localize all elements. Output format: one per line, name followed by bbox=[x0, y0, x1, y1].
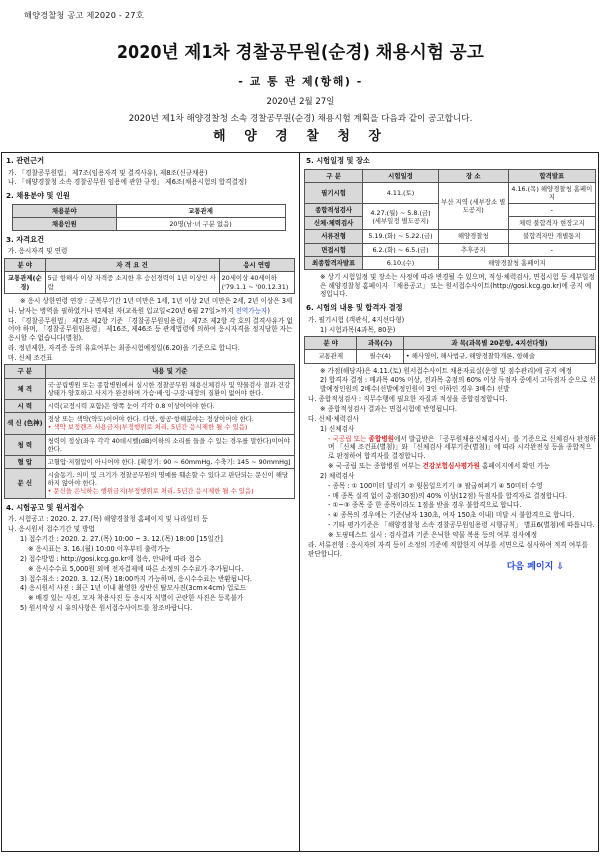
table-cell: 해양경찰청 bbox=[438, 230, 508, 243]
schedule-table bbox=[304, 169, 596, 271]
paragraph: 라. 정년제한, 자격증 등의 유효여부는 최종시험예정일(6.20)을 기준으로 합니다. bbox=[8, 343, 240, 352]
table-cell: 부산 지역 (세부장소 별도공지) bbox=[438, 182, 508, 230]
table-cell: 체력 불합격자 현장고지 bbox=[508, 217, 595, 230]
table-header-cell: 구 분 bbox=[5, 365, 46, 378]
page-title: 2020년 제1차 경찰공무원(순경) 채용시험 공고 bbox=[117, 43, 484, 63]
table-header-cell: 분 야 bbox=[305, 337, 357, 350]
paragraph: 1) 접수기간 : 2020. 2. 27.(목) 10:00 ~ 3. 12.(목) 18:00 [15일간] bbox=[20, 534, 223, 543]
table-header-cell: 자 격 요 건 bbox=[45, 259, 219, 272]
table-cell: 시력(교정시력 포함)은 양쪽 눈이 각각 0.8 이상이어야 한다. bbox=[45, 399, 294, 412]
list-item: - 기타 평가기준은 「해양경찰청 소속 경찰공무원임용령 시행규칙」 별표6(별첨)에 따릅니다. bbox=[328, 521, 595, 530]
note: ※ 응시 상한연령 연장 : 군복무기간 1년 미만은 1세, 1년 이상 2년 미만은 2세, 2년 이상은 3세 bbox=[20, 296, 293, 305]
table-cell: 고혈압·저혈압이 아니어야 한다. [확장기: 90 ~ 60mmHg, 수축기: 145 ~ 90mmHg] bbox=[45, 455, 294, 468]
table-cell: 불합격자만 개별통지 bbox=[508, 230, 595, 243]
table-cell: 교통관제(순경) bbox=[5, 272, 46, 293]
basis-item: 나. 「해양경찰청 소속 경찰공무원 임용에 관한 규정」 제6조(채용시험의 합격결정) bbox=[8, 178, 247, 187]
section-heading: 3. 자격요건 bbox=[6, 234, 45, 244]
table-header-cell: 채용분야 bbox=[13, 204, 117, 217]
paragraph: 4) 응시원서 사진 : 최근 1년 이내 촬영한 상반신 탈모사진(3cm×4cm) 업로드 bbox=[20, 584, 247, 593]
table-header-cell: 채용인원 bbox=[13, 217, 117, 230]
highlight-text: 건강보험심사평가원 bbox=[422, 461, 480, 470]
paragraph: 3) 접수취소 : 2020. 3. 12.(목) 18:00까지 가능하며, 응시수수료는 반환됩니다. bbox=[20, 574, 252, 583]
table-cell: 5.19.(화) ~ 5.22.(금) bbox=[363, 230, 439, 243]
table-cell: 국·공립병원 또는 종합병원에서 실시한 경찰공무원 채용신체검사 및 약물검사 결과 건강상태가 양호하고 사지가 완전하며 가슴·배·입·구강·내장의 질환이 없어야 한다. bbox=[45, 378, 294, 399]
table-row-label: 문 신 bbox=[5, 469, 46, 499]
table-cell: 해양경찰청 홈페이지 bbox=[438, 256, 595, 269]
table-header-cell: 분 야 bbox=[5, 259, 46, 272]
paragraph: 1) 신체검사 bbox=[320, 424, 355, 433]
note: ※ 종합적성검사 결과는 면접시험에 반영됩니다. bbox=[320, 404, 458, 413]
list-item: - 매 종목 실격 없이 총점(30점)의 40% 이상(12점) 득점자를 합격자로 결정합니다. bbox=[328, 491, 568, 500]
table-row-label: 면접시험 bbox=[305, 243, 363, 256]
table-row-label: 종합적성검사 bbox=[305, 204, 363, 217]
note: ※ 상기 시험일정 및 장소는 사정에 따라 변경될 수 있으며, 적성·체력검사, 면접시험 등 세부일정은 해양경찰청 홈페이지 「채용공고」 또는 원서접수사이트(http://gosi.kcg.go.kr)에 공지 예정입니다. bbox=[320, 273, 595, 299]
note: ※ 도핑테스트 실시 : 검사결과 기준 은닉한 약물 복용 등의 여부 검사예정 bbox=[328, 531, 538, 540]
table-header-cell: 과 목(과목별 20문항, 4지선다형) bbox=[403, 337, 595, 350]
list-item: - ④ 종목의 경우에는 기준(남자 130초, 여자 150초 이내) 미달 시 불합격으로 합니다. bbox=[328, 511, 575, 520]
paragraph bbox=[8, 307, 295, 316]
table-header-cell: 합격발표 bbox=[508, 169, 595, 182]
table-cell: 청력이 정상(좌우 각각 40데시벨(dB)이하의 소리를 들을 수 있는 경우를 말한다)이어야 한다. bbox=[45, 434, 294, 455]
highlight-text: 종합병원 bbox=[368, 434, 394, 443]
subject-table bbox=[304, 336, 596, 363]
list-item: - ①~③ 종목 중 한 종목이라도 1점을 받을 경우 불합격으로 합니다. bbox=[328, 501, 522, 510]
paragraph: 5) 원서작성 시 유의사항은 원서접수사이트를 참조바랍니다. bbox=[20, 604, 193, 613]
text-span: 시술동기, 의미 및 크기가 경찰공무원의 명예를 훼손할 수 있다고 판단되는 문신이 해당하지 않아야 한다. bbox=[47, 471, 289, 488]
table-header-cell: 장 소 bbox=[438, 169, 508, 182]
table-cell: - bbox=[508, 243, 595, 256]
page-subtitle: - 교 통 관 제(항해) - bbox=[238, 75, 363, 88]
section-heading: 4. 시험공고 및 원서접수 bbox=[6, 502, 84, 512]
table-header-cell: 응시 연령 bbox=[219, 259, 294, 272]
text-span: 정상 또는 색약(약도)이어야 한다. 다만, 항공·항해분야는 정상이어야 한다. bbox=[47, 415, 254, 424]
table-row-label: 체 격 bbox=[5, 378, 46, 399]
text-span: ※ 국·공립 또는 종합병원 여부는 bbox=[328, 461, 423, 470]
table-row-label: 혈 압 bbox=[5, 455, 46, 468]
paragraph: 다. 신체·체력검사 bbox=[308, 414, 359, 423]
table-cell: 4.27.(월) ~ 5.8.(금) (세부일정 별도공지) bbox=[363, 204, 439, 230]
body-condition-table bbox=[4, 364, 295, 498]
text-span: ) bbox=[267, 306, 270, 315]
table-cell: 추후공지 bbox=[438, 243, 508, 256]
text-span: 나. 남자는 병역을 필하였거나 면제된 자(교육원 입교일<20년 6월 27일>까지 bbox=[8, 306, 236, 315]
highlight-text: - 국공립 또는 bbox=[328, 434, 369, 443]
section-heading: 5. 시험일정 및 장소 bbox=[306, 156, 370, 165]
table-row-label: 시 력 bbox=[5, 399, 46, 412]
paragraph: 가. 시험공고 : 2020. 2. 27.(목) 해양경찰청 홈페이지 및 나라일터 등 bbox=[8, 515, 208, 524]
table-header-cell: 내용 및 기준 bbox=[45, 365, 294, 378]
paragraph: 나. 응시원서 접수기간 및 방법 bbox=[8, 525, 95, 534]
paragraph: 가. 필기시험 (객관식, 4지선다형) bbox=[308, 315, 405, 324]
table-row-label: 색 신 (色神) bbox=[5, 413, 46, 434]
text-span: 홈페이지에서 확인 가능 bbox=[479, 461, 550, 470]
table-row-label: 청 력 bbox=[5, 434, 46, 455]
table-cell: 6.2.(화) ~ 6.5.(금) bbox=[363, 243, 439, 256]
table-cell: 4.16.(목) 해양경찰청 홈페이지 bbox=[508, 182, 595, 203]
note: ※ 응시수수료 5,000원 외에 전자결제에 따른 소정의 수수료가 추가됩니다. bbox=[28, 564, 244, 573]
paragraph: 다. 「경찰공무원법」 제7조 제2항 기준 「경찰공무원임용령」 제7조 제2항 각 호의 결격사유가 없어야 하며, 「경찰공무원임용령」 제16조, 제46조 등 관계법령에 의하여 응시자격을 정지당한 자는 응시할 수 없습니다(별첨). bbox=[8, 316, 293, 342]
highlight-text: 전역가능자 bbox=[235, 306, 268, 315]
note: ※ 배경 있는 사진, 모자 착용사진 등 응시자 식별이 곤란한 사진은 등록불가 bbox=[28, 594, 244, 603]
paragraph: 1) 시험과목(4과목, 80문) bbox=[320, 325, 396, 334]
table-row-label: 신체·체력검사 bbox=[305, 217, 363, 230]
left-column bbox=[4, 152, 295, 850]
table-cell bbox=[45, 469, 294, 499]
table-cell: 교통관제 bbox=[305, 350, 357, 363]
table-row-label: 서류전형 bbox=[305, 230, 363, 243]
note: ※ 가점(해당자)은 4.11.(토) 원서접수사이트 채용자료실(운영 및 점수관리)에 공지 예정 bbox=[320, 366, 572, 375]
warning-text: • 문신을 은닉하는 행위금지(부정행위로 처리, 5년간 응시제한 될 수 있음) bbox=[47, 487, 254, 496]
table-cell: • 해사영어, 해사법규, 해양경찰학개론, 항해술 bbox=[403, 350, 595, 363]
paragraph: 라. 서류전형 : 응시자의 자격 등이 소정의 기준에 적합한지 여부를 서면으로 심사하여 적격 여부를 판단합니다. bbox=[308, 541, 588, 558]
basis-item: 가. 「경찰공무원법」 제7조(임용자격 및 결격사유), 제8조(신규채용) bbox=[8, 168, 208, 177]
paragraph bbox=[308, 435, 596, 461]
table-cell: 교통관제 bbox=[116, 204, 285, 217]
table-cell: 6.10.(수) bbox=[363, 256, 439, 269]
paragraph: 2) 체력검사 bbox=[320, 471, 355, 480]
section-heading: 6. 시험의 내용 및 합격자 결정 bbox=[306, 303, 403, 313]
qualification-table bbox=[4, 258, 295, 294]
list-item: - 종목 : ① 100미터 달리기 ② 윗몸일으키기 ③ 팔굽혀펴기 ④ 50미터 수영 bbox=[328, 481, 543, 490]
right-column bbox=[304, 152, 596, 850]
intro-text: 2020년 제1차 해양경찰청 소속 경찰공무원(순경) 채용시험 계획을 다음과 같이 공고합니다. bbox=[128, 114, 473, 124]
table-cell: 5급 항해사 이상 자격증 소지한 후 승선경력이 1년 이상인 사람 bbox=[45, 272, 219, 293]
agency-name: 해 양 경 찰 청 장 bbox=[213, 129, 388, 144]
table-cell: - bbox=[508, 204, 595, 217]
table-cell: 4.11.(토) bbox=[363, 182, 439, 203]
table-cell: 필수(4) bbox=[357, 350, 404, 363]
table-row-label: 필기시험 bbox=[305, 182, 363, 203]
warning-text: • 색약 보정렌즈 사용금지(부정행위로 처리, 5년간 응시제한 될 수 있음) bbox=[47, 423, 248, 432]
table-cell: 20세이상 40세이하 ('79.1.1 ~ '00.12.31) bbox=[219, 272, 294, 293]
recruit-table bbox=[12, 204, 286, 231]
note bbox=[308, 462, 596, 471]
paragraph: 마. 신체 조건표 bbox=[8, 353, 53, 362]
table-header-cell: 과목(수) bbox=[357, 337, 404, 350]
notice-number: 해양경찰청 공고 제2020 - 27호 bbox=[24, 10, 144, 20]
text-span: 에서 발급받은 「공무원채용신체검사서」를 기준으로 신체검사 판정하며 「신체 조건표(별첨)」와 「신체검사 세부기준(별첨)」에 따라 시각완전성 등을 종합적으로 판정하여 합격자를 결정합니다. bbox=[328, 434, 596, 461]
table-row-label: 최종합격자발표 bbox=[305, 256, 363, 269]
paragraph: 2) 합격자 결정 : 매과목 40% 이상, 전과목 총점의 60% 이상 득점자 중에서 고득점자 순으로 선발예정인원의 2배수(선발예정인원이 3인 이하인 경우 3배수) 선발 bbox=[320, 376, 596, 394]
section-heading: 2. 채용분야 및 인원 bbox=[6, 191, 70, 201]
section-heading: 1. 관련근거 bbox=[6, 156, 45, 165]
table-cell bbox=[45, 413, 294, 434]
paragraph: 가. 응시자격 및 연령 bbox=[8, 247, 68, 256]
table-header-cell: 구 분 bbox=[305, 169, 363, 182]
paragraph: 나. 종합적성검사 : 직무수행에 필요한 자질과 적성을 종합검정합니다. bbox=[308, 395, 508, 404]
table-cell: 20명(남·녀 구분 없음) bbox=[116, 217, 285, 230]
next-page-link[interactable]: 다음 페이지 ⇩ bbox=[506, 562, 564, 573]
notice-date: 2020년 2월 27일 bbox=[266, 97, 335, 107]
column-divider bbox=[299, 152, 300, 852]
table-header-cell: 시험일정 bbox=[363, 169, 439, 182]
paragraph: 2) 접수방법 : http://gosi.kcg.go.kr에 접속, 안내에 따라 접수 bbox=[20, 554, 202, 563]
note: ※ 응시표는 3. 16.(월) 10:00 이후부터 출력가능 bbox=[28, 544, 170, 553]
